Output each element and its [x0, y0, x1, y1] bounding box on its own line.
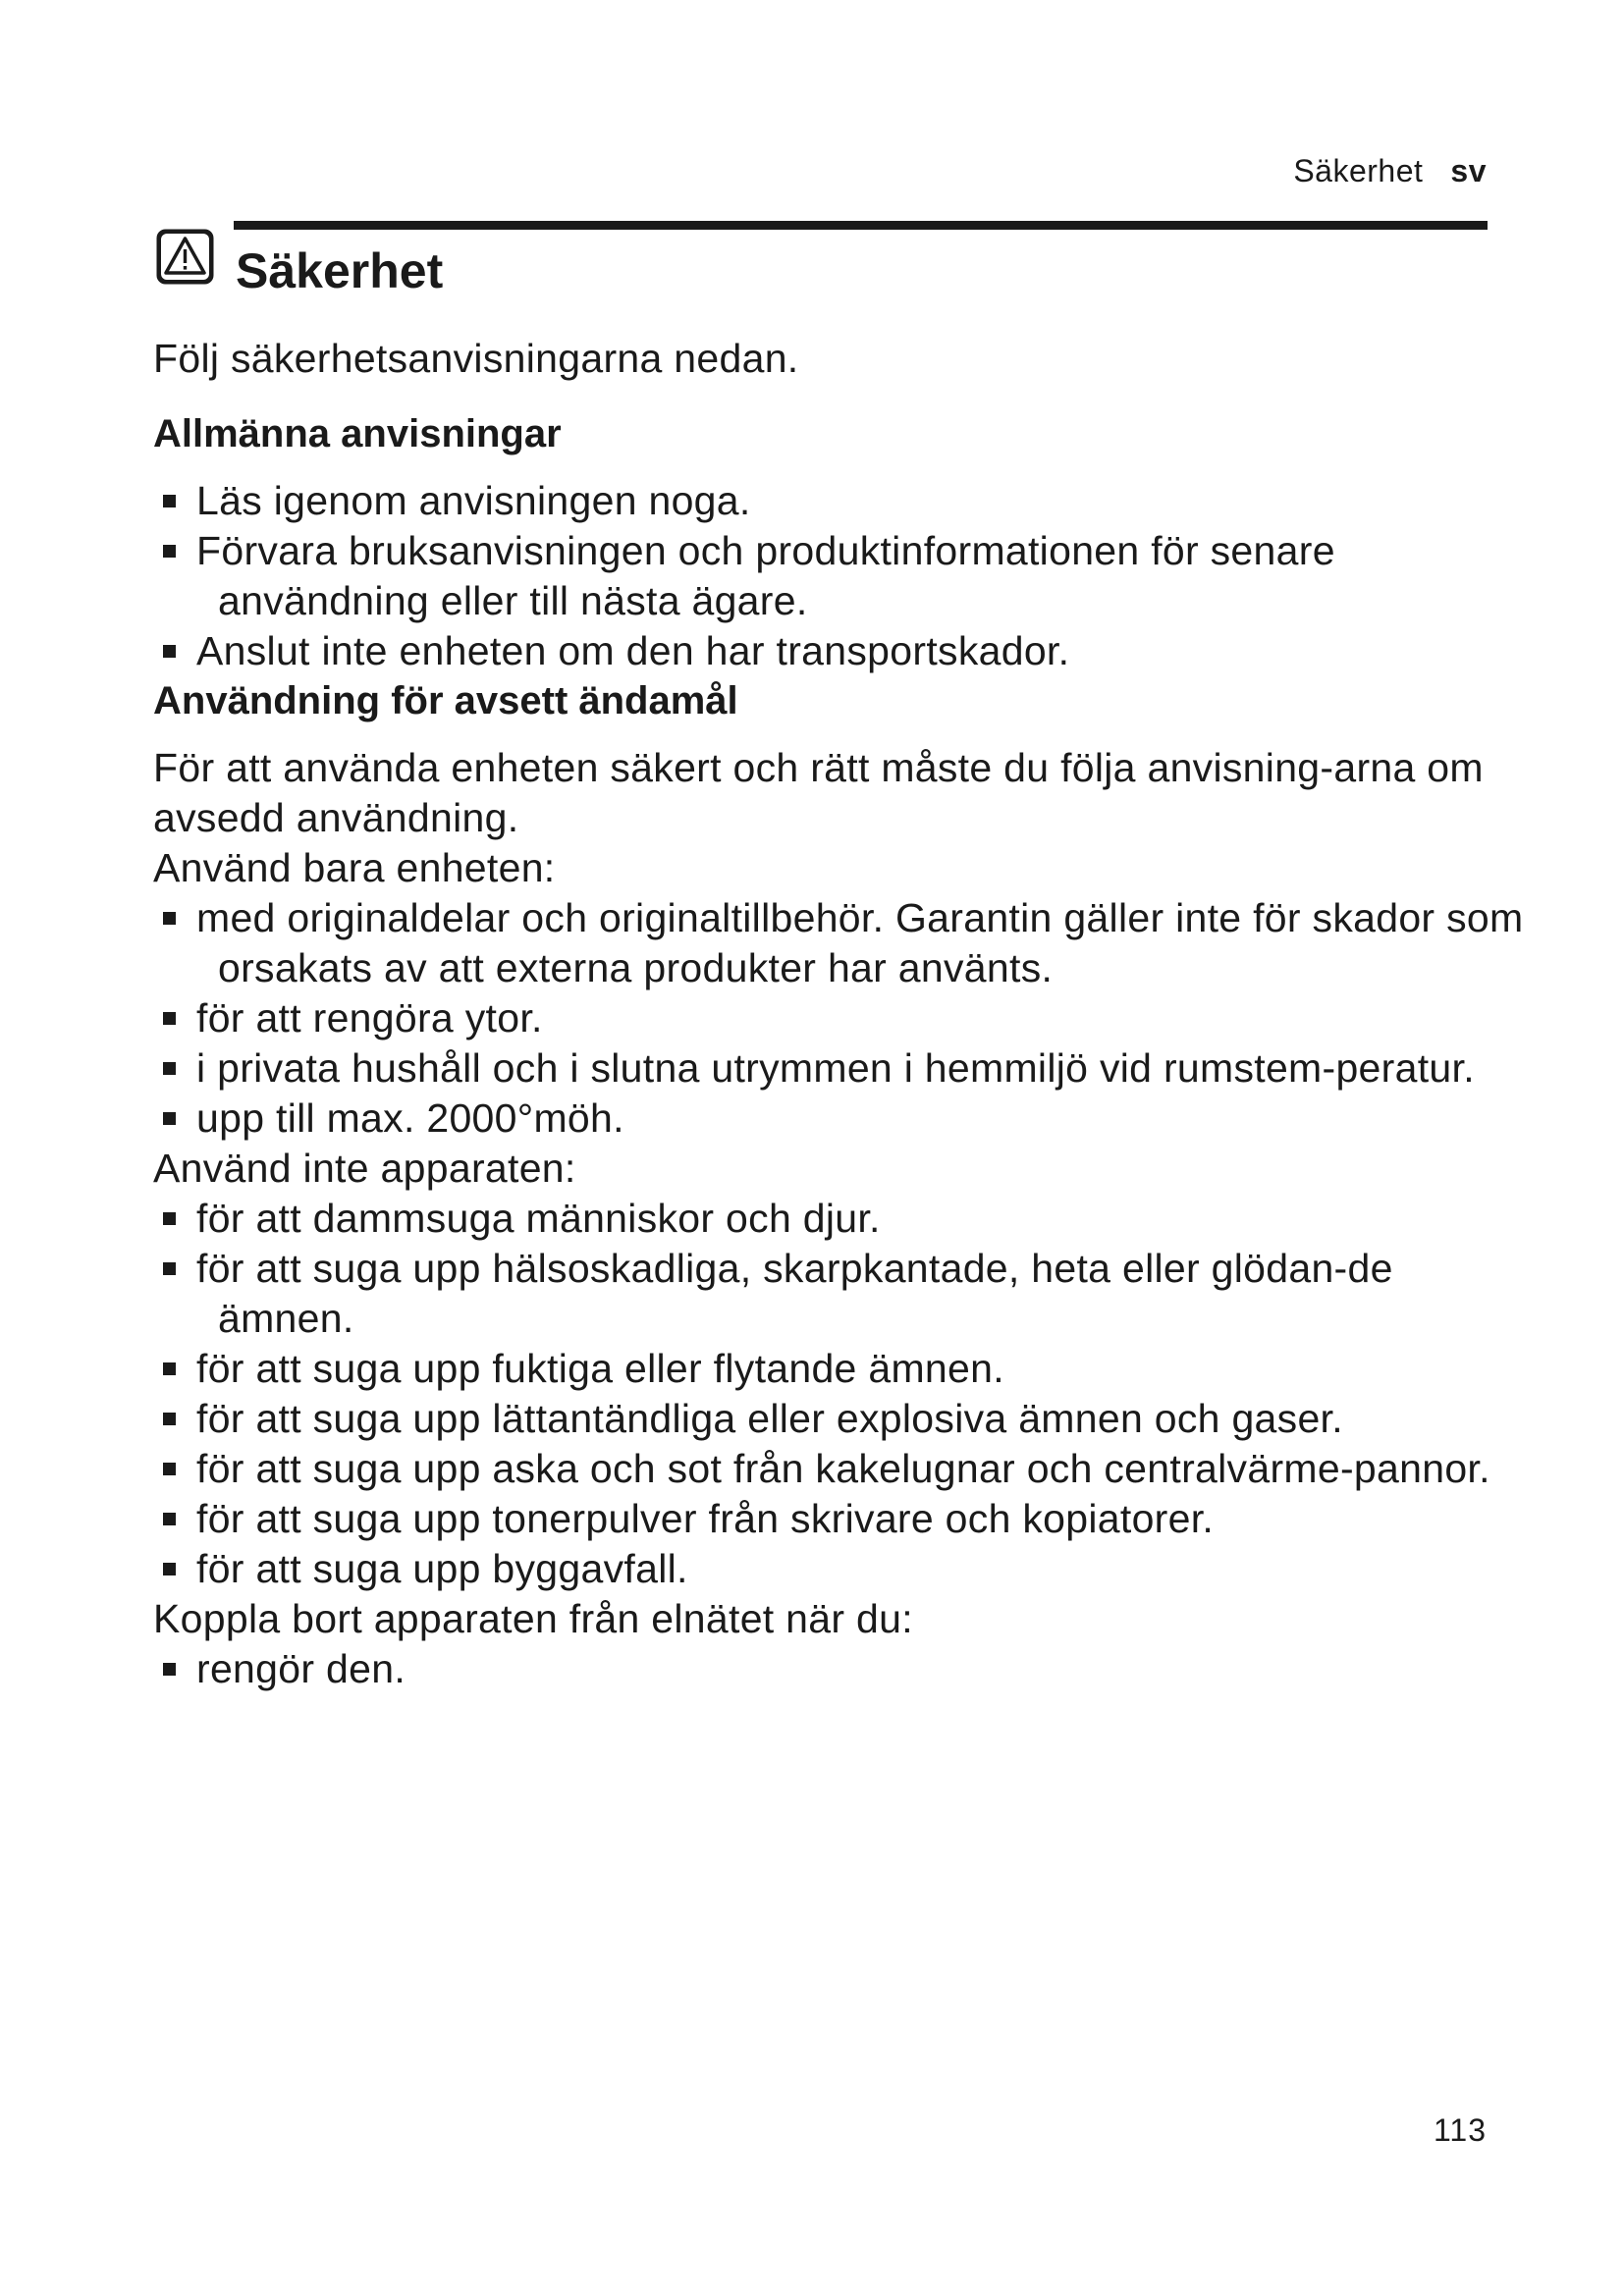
list-item: för att suga upp lättantändliga eller explosiva ämnen och gaser. [153, 1394, 1528, 1444]
bullet [163, 1362, 176, 1375]
bullet [163, 545, 176, 558]
disconnect-list [153, 1644, 1528, 1694]
bullet [163, 645, 176, 658]
bullet [163, 495, 176, 507]
bullet [163, 1513, 176, 1525]
list-item: i privata hushåll och i slutna utrymmen i hemmiljö vid rumstem-peratur. [153, 1043, 1528, 1094]
bullet [163, 1262, 176, 1275]
running-header-section: Säkerhet [1293, 153, 1424, 188]
general-list [153, 476, 1528, 676]
list-item: för att suga upp tonerpulver från skrivare och kopiatorer. [153, 1494, 1528, 1544]
bullet [163, 1463, 176, 1475]
title-rule [234, 221, 1488, 230]
page-number: 113 [1433, 2112, 1487, 2148]
list-item: för att suga upp hälsoskadliga, skarpkantade, heta eller glödan-de ämnen. [153, 1244, 1528, 1344]
list-item: rengör den. [153, 1644, 1528, 1694]
bullet [163, 1212, 176, 1225]
list-item: för att suga upp aska och sot från kakelugnar och centralvärme-pannor. [153, 1444, 1528, 1494]
list-item: Läs igenom anvisningen noga. [153, 476, 1528, 526]
running-header [1293, 153, 1487, 189]
bullet [163, 1663, 176, 1676]
do-not-use-label: Använd inte apparaten: [153, 1146, 576, 1191]
list-item: Anslut inte enheten om den har transportskador. [153, 626, 1528, 676]
bullet [163, 1012, 176, 1025]
do-not-use-list [153, 1194, 1528, 1594]
list-item: för att suga upp fuktiga eller flytande ämnen. [153, 1344, 1528, 1394]
bullet [163, 1062, 176, 1075]
bullet [163, 1112, 176, 1125]
list-item: för att rengöra ytor. [153, 993, 1528, 1043]
page-title: Säkerhet [236, 243, 444, 298]
list-item: för att suga upp byggavfall. [153, 1544, 1528, 1594]
general-heading: Allmänna anvisningar [153, 412, 562, 455]
bullet [163, 1563, 176, 1575]
use-only-label: Använd bara enheten: [153, 845, 556, 890]
warning-triangle-icon [155, 228, 215, 286]
list-item: upp till max. 2000°möh. [153, 1094, 1528, 1144]
intended-use-heading: Användning för avsett ändamål [153, 679, 738, 722]
safety-content [153, 334, 1528, 1694]
bullet [163, 1413, 176, 1425]
list-item: Förvara bruksanvisningen och produktinformationen för senare användning eller till nästa ägare. [153, 526, 1528, 626]
disconnect-label: Koppla bort apparaten från elnätet när du: [153, 1596, 913, 1641]
running-header-lang: sv [1450, 153, 1487, 188]
use-only-list [153, 893, 1528, 1144]
list-item: med originaldelar och originaltillbehör. Garantin gäller inte för skador som orsakats av att externa produkter har använts. [153, 893, 1528, 993]
intro-text: Följ säkerhetsanvisningarna nedan. [153, 336, 799, 381]
list-item: för att dammsuga människor och djur. [153, 1194, 1528, 1244]
intended-use-intro: För att använda enheten säkert och rätt måste du följa anvisning-arna om avsedd användning. [153, 745, 1484, 840]
bullet [163, 912, 176, 925]
